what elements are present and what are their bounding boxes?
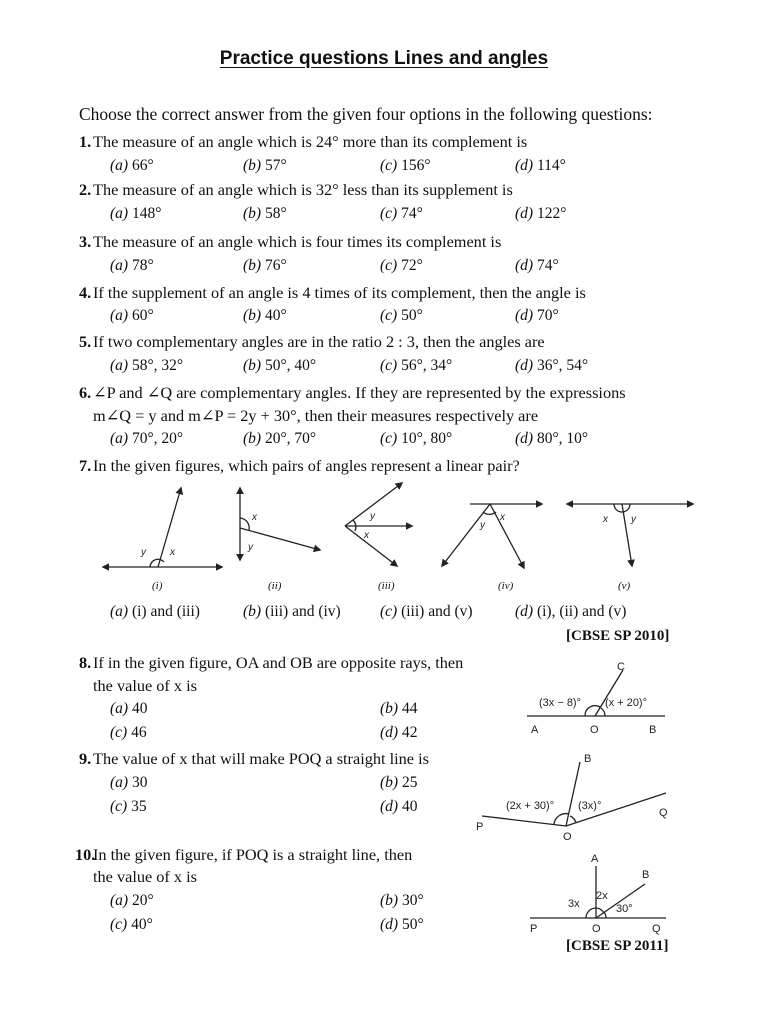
option-a: (a) 148° [110,205,162,222]
question-text: The measure of an angle which is 32° less than its supplement is [93,180,513,199]
option-a: (a) 30 [110,774,148,791]
option-d: (d) 40 [380,798,418,815]
q9-label-Q: Q [659,807,668,819]
question-6: 6. ∠P and ∠Q are complementary angles. If they are represented by the expressions [79,383,626,402]
question-8-line-2: the value of x is [93,676,197,695]
figure-q9 [474,748,684,843]
caption-i: (i) [152,580,163,592]
q9-label-B: B [584,753,592,765]
question-9: 9. The value of x that will make POQ a straight line is [79,749,429,768]
question-8: 8. If in the given figure, OA and OB are opposite rays, then [79,653,464,672]
option-d: (d) 36°, 54° [515,357,589,374]
fig-iii-ray-down [345,526,397,566]
q10-label-Q: Q [652,923,661,935]
q8-angle2: (x + 20)° [605,697,647,709]
caption-iv: (iv) [498,580,514,592]
caption-iii: (iii) [378,580,395,592]
question-text: If in the given figure, OA and OB are opposite rays, then [93,653,464,672]
option-c: (c) 156° [380,157,431,174]
option-a: (a) 70°, 20° [110,430,184,447]
page-title: Practice questions Lines and angles [219,48,549,69]
q10-angle1: 3x [568,898,580,910]
fig-iv-label-x: x [500,512,505,523]
option-a: (a) 66° [110,157,154,174]
fig-iv-ray-right [490,504,524,568]
question-text: If the supplement of an angle is 4 times of its complement, then the angle is [93,283,586,302]
question-text: In the given figure, if POQ is a straight line, then [93,845,413,864]
question-6-line-2: m∠Q = y and m∠P = 2y + 30°, then their measures respectively are [93,406,539,425]
option-d: (d) 122° [515,205,567,222]
q8-angle1: (3x − 8)° [539,697,581,709]
option-c: (c) 35 [110,798,147,815]
q8-label-C: C [617,661,625,673]
q9-label-P: P [476,821,484,833]
fig-iii-label-x: x [364,530,369,541]
option-b: (b) 40° [243,307,287,324]
fig-v-label-y: y [631,514,636,525]
q9-angle2: (3x)° [578,800,602,812]
option-c: (c) 74° [380,205,423,222]
option-a: (a) 20° [110,892,154,909]
option-d: (d) 74° [515,257,559,274]
fig-i-label-y: y [141,547,146,558]
fig-iii-label-y: y [370,511,375,522]
fig-ii-label-y: y [248,542,253,553]
question-text: The measure of an angle which is 24° more than its complement is [93,132,528,151]
option-b: (b) 44 [380,700,418,717]
question-10: 10. In the given figure, if POQ is a straight line, then [75,845,413,864]
option-d: (d) 70° [515,307,559,324]
option-d: (d) 80°, 10° [515,430,589,447]
source-tag: [CBSE SP 2010] [566,628,670,644]
option-d: (d) (i), (ii) and (v) [515,603,627,620]
option-a: (a) 60° [110,307,154,324]
option-c: (c) 72° [380,257,423,274]
figure-q8 [525,656,685,736]
fig-v-label-x: x [603,514,608,525]
q8-label-A: A [531,724,539,736]
q10-angle3: 30° [616,903,633,915]
q8-label-B: B [649,724,657,736]
question-3: 3. The measure of an angle which is four times its complement is [79,232,502,251]
option-c: (c) 50° [380,307,423,324]
q10-label-A: A [591,853,599,865]
figure-q10 [528,850,678,940]
question-text: ∠P and ∠Q are complementary angles. If they are represented by the expressions [93,383,626,402]
option-d: (d) 42 [380,724,418,741]
option-c: (c) (iii) and (v) [380,603,473,620]
question-text: The measure of an angle which is four times its complement is [93,232,502,251]
option-d: (d) 114° [515,157,566,174]
option-a: (a) 58°, 32° [110,357,184,374]
question-4: 4. If the supplement of an angle is 4 times of its complement, then the angle is [79,283,586,302]
question-text: If two complementary angles are in the ratio 2 : 3, then the angles are [93,332,545,351]
option-c: (c) 56°, 34° [380,357,453,374]
question-text: In the given figures, which pairs of angles represent a linear pair? [93,456,520,475]
q8-label-O: O [590,724,599,736]
caption-ii: (ii) [268,580,282,592]
q10-label-B: B [642,869,650,881]
option-c: (c) 46 [110,724,147,741]
fig-i-label-x: x [170,547,175,558]
option-b: (b) (iii) and (iv) [243,603,341,620]
q9-angle1: (2x + 30)° [506,800,555,812]
option-b: (b) 50°, 40° [243,357,317,374]
option-a: (a) 78° [110,257,154,274]
option-b: (b) 76° [243,257,287,274]
question-2: 2. The measure of an angle which is 32° less than its supplement is [79,180,513,199]
option-c: (c) 10°, 80° [380,430,453,447]
option-b: (b) 30° [380,892,424,909]
option-d: (d) 50° [380,916,424,933]
fig-i-arc [150,559,164,567]
fig-iv-ray-left [442,504,490,566]
question-text: The value of x that will make POQ a straight line is [93,749,429,768]
fig-iv-label-y: y [480,520,485,531]
source-tag: [CBSE SP 2011] [566,938,669,954]
option-b: (b) 57° [243,157,287,174]
q10-angle2: 2x [596,890,608,902]
option-a: (a) (i) and (iii) [110,603,200,620]
q10-label-O: O [592,923,601,935]
q9-label-O: O [563,831,572,843]
instructions: Choose the correct answer from the given four options in the following questions: [79,104,653,124]
option-c: (c) 40° [110,916,153,933]
question-5: 5. If two complementary angles are in the ratio 2 : 3, then the angles are [79,332,545,351]
caption-v: (v) [618,580,631,592]
q10-label-P: P [530,923,538,935]
question-1: 1. The measure of an angle which is 24° more than its complement is [79,132,528,151]
option-a: (a) 40 [110,700,148,717]
option-b: (b) 58° [243,205,287,222]
fig-ii-label-x: x [252,512,257,523]
option-b: (b) 20°, 70° [243,430,317,447]
question-7: 7. In the given figures, which pairs of angles represent a linear pair? [79,456,520,475]
option-b: (b) 25 [380,774,418,791]
question-10-line-2: the value of x is [93,867,197,886]
